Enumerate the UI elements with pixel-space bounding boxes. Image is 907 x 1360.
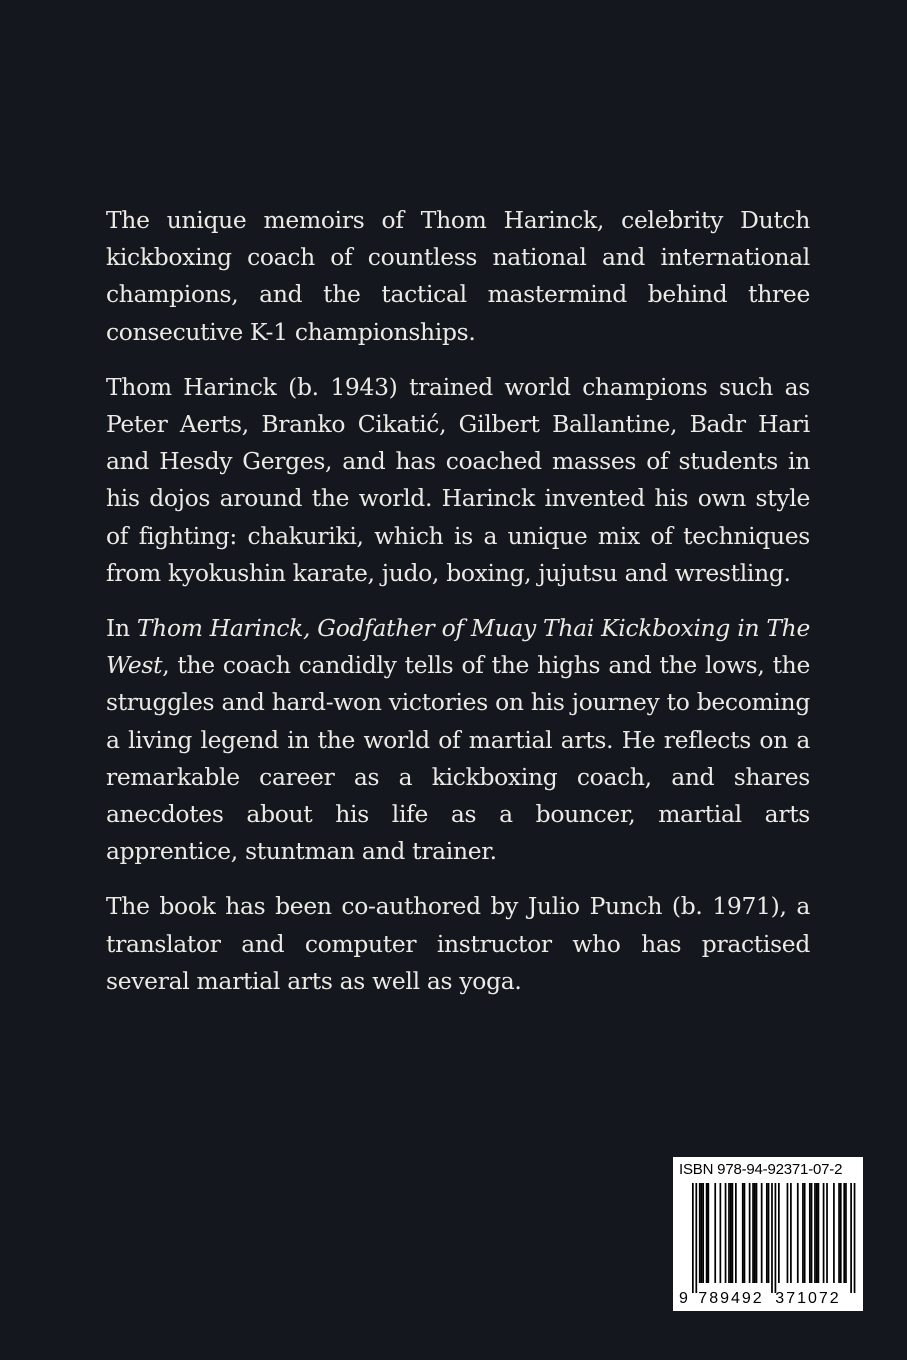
- barcode-digit-first: 9: [679, 1290, 688, 1307]
- barcode-bar: [720, 1183, 722, 1283]
- barcode-bar: [761, 1183, 763, 1283]
- barcode-bar: [790, 1183, 792, 1283]
- barcode-bar: [804, 1183, 806, 1283]
- paragraph-book-summary-rest: , the coach candidly tells of the highs and the lows, the struggles and hard-won victories on his journey to becoming a living legend in the world of martial arts. He reflects on a remarkable career as a kickboxing coach, and shares anecdotes about his life as a bouncer, martial arts apprentice, stuntman and trainer.: [106, 651, 810, 866]
- barcode-bar: [775, 1183, 777, 1293]
- barcode-bar: [814, 1183, 816, 1283]
- barcode-bar: [771, 1183, 773, 1293]
- barcode-bar: [714, 1183, 716, 1283]
- barcode-bar: [728, 1183, 730, 1283]
- barcode-bar: [833, 1183, 835, 1283]
- barcode: [678, 1183, 858, 1307]
- barcode-bar: [766, 1183, 768, 1283]
- barcode-bar: [818, 1183, 820, 1283]
- barcode-bar: [797, 1183, 799, 1283]
- barcode-bar: [787, 1183, 789, 1283]
- back-cover-blurb: [106, 202, 810, 1018]
- barcode-bar: [826, 1183, 828, 1283]
- barcode-bar: [845, 1183, 847, 1283]
- paragraph-book-summary: [106, 610, 810, 870]
- barcode-bar: [756, 1183, 758, 1283]
- paragraph-co-author: The book has been co-authored by Julio Punch (b. 1971), a translator and computer instructor who has practised several martial arts as well as yoga.: [106, 892, 810, 995]
- barcode-bar: [702, 1183, 704, 1283]
- barcode-bar: [778, 1183, 780, 1283]
- paragraph-intro: The unique memoirs of Thom Harinck, celebrity Dutch kickboxing coach of countless national and international champions, and the tactical mastermind behind three consecutive K-1 championships.: [106, 206, 810, 346]
- barcode-bar: [749, 1183, 751, 1283]
- barcode-bar: [735, 1183, 737, 1283]
- isbn-label: ISBN 978-94-92371-07-2: [679, 1161, 843, 1178]
- paragraph-career: Thom Harinck (b. 1943) trained world champions such as Peter Aerts, Branko Cikatić, Gilbert Ballantine, Badr Hari and Hesdy Gerges, and has coached masses of students in his dojos around the world. Harinck invented his own style of fighting: chakuriki, which is a unique mix of techniques from kyokushin karate, judo, boxing, jujutsu and wrestling.: [106, 372, 810, 587]
- book-title: Thom Harinck, Godfather of Muay Thai Kickboxing in The West: [106, 614, 810, 680]
- barcode-bars: [692, 1183, 855, 1293]
- barcode-bar: [840, 1183, 842, 1283]
- barcode-bar: [809, 1183, 811, 1283]
- barcode-bar: [732, 1183, 734, 1283]
- barcode-bar: [699, 1183, 701, 1283]
- isbn-barcode-box: [673, 1157, 863, 1311]
- barcode-bar: [706, 1183, 708, 1283]
- barcode-bar: [850, 1183, 852, 1293]
- barcode-bar: [742, 1183, 744, 1283]
- barcode-bar: [752, 1183, 754, 1283]
- barcode-bar: [843, 1183, 845, 1283]
- barcode-bar: [707, 1183, 709, 1283]
- barcode-bar: [811, 1183, 813, 1283]
- barcode-bar: [802, 1183, 804, 1283]
- barcode-bar: [725, 1183, 727, 1283]
- barcode-bar: [854, 1183, 856, 1293]
- barcode-bar: [695, 1183, 697, 1293]
- barcode-bar: [823, 1183, 825, 1283]
- paragraph-book-summary-prefix: In: [106, 614, 137, 643]
- barcode-bar: [768, 1183, 770, 1283]
- barcode-bar: [744, 1183, 746, 1283]
- barcode-bar: [730, 1183, 732, 1283]
- barcode-bar: [701, 1183, 703, 1283]
- barcode-bar: [692, 1183, 694, 1293]
- barcode-bar: [754, 1183, 756, 1283]
- barcode-digits-left: 789492: [698, 1290, 764, 1307]
- barcode-bar: [838, 1183, 840, 1283]
- barcode-bar: [816, 1183, 818, 1283]
- barcode-digits-right: 371072: [775, 1290, 841, 1307]
